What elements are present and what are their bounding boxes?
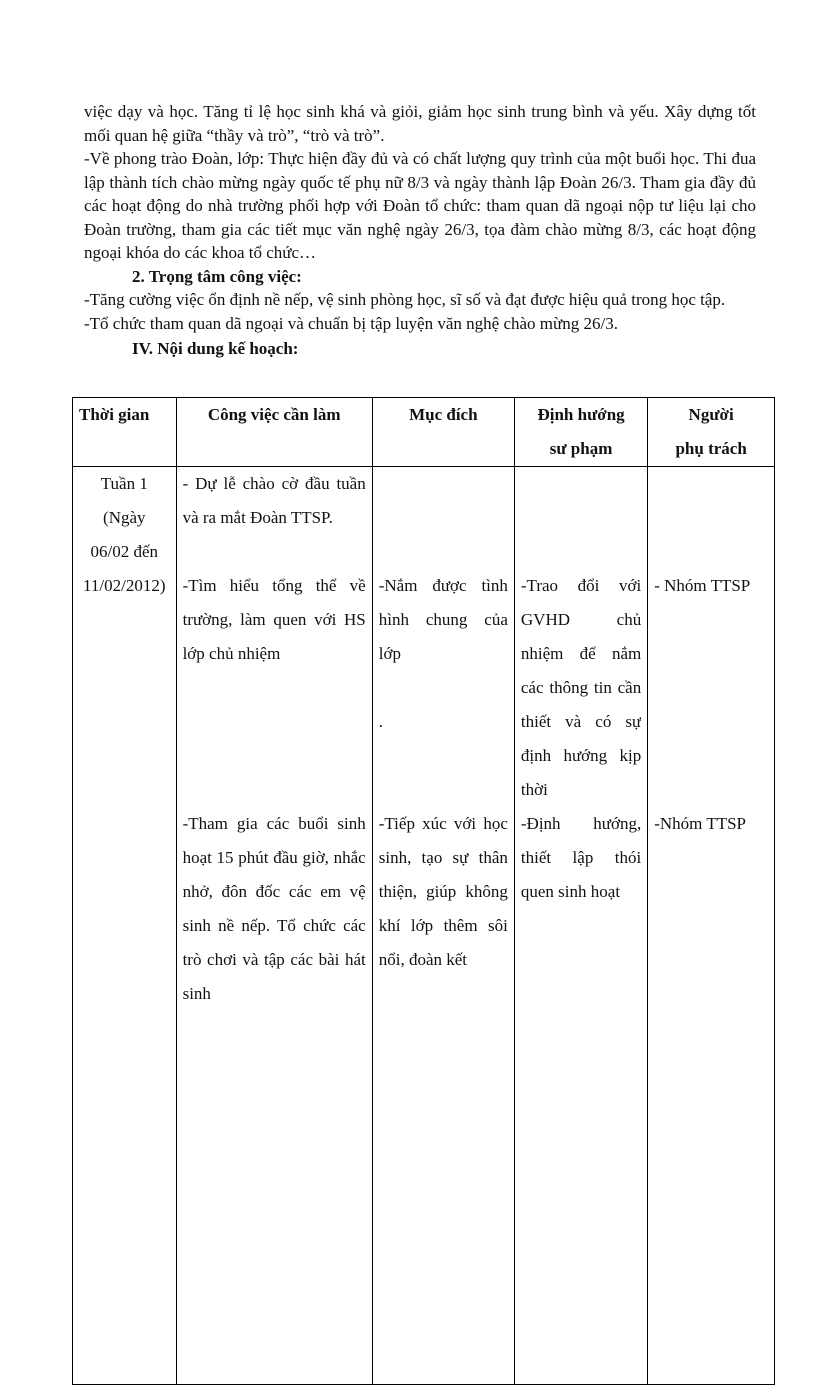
table-header-row [73, 398, 775, 467]
intro-paragraph-1: việc dạy và học. Tăng tỉ lệ học sinh khá và giỏi, giảm học sinh trung bình và yếu. Xây dựng tốt mối quan hệ giữa “thầy và trò”, “trò và trò”. [84, 102, 756, 145]
in-charge-item-1 [654, 467, 768, 569]
header-orientation [514, 398, 647, 467]
purpose-item-2: -Nắm được tình hình chung của lớp [378, 576, 508, 663]
purpose-item-3: -Tiếp xúc với học sinh, tạo sự thân thiện, giúp không khí lớp thêm sôi nổi, đoàn kết [378, 814, 508, 969]
section-2-paragraph-2: -Tổ chức tham quan dã ngoại và chuẩn bị tập luyện văn nghệ chào mừng 26/3. [84, 313, 618, 333]
purpose-item-2-extra: . [378, 712, 383, 731]
header-in-charge-line-2: phụ trách [675, 439, 747, 458]
header-orientation-line-1: Định hướng [537, 405, 625, 424]
section-4-heading: IV. Nội dung kế hoạch: [132, 339, 299, 358]
table-row [73, 467, 775, 1385]
week-1-date-line-2: 06/02 đến [90, 542, 159, 561]
section-2-paragraph-1: -Tăng cường việc ổn định nề nếp, vệ sinh phòng học, sĩ số và đạt được hiệu quả trong học tập. [84, 290, 726, 309]
week-1-label: Tuần 1 [100, 474, 148, 493]
in-charge-cell [648, 467, 775, 1385]
work-item-1: - Dự lễ chào cờ đầu tuần và ra mắt Đoàn TTSP. [182, 474, 366, 527]
header-in-charge [648, 398, 775, 467]
orientation-cell [514, 467, 647, 1385]
plan-table [72, 397, 775, 1385]
header-time: Thời gian [73, 398, 177, 467]
header-work: Công việc cần làm [176, 398, 372, 467]
purpose-item-1 [379, 467, 508, 569]
document-body [84, 100, 756, 361]
in-charge-item-2: - Nhóm TTSP [654, 576, 751, 595]
work-cell [176, 467, 372, 1385]
week-1-date-line-1: (Ngày [103, 508, 146, 527]
purpose-cell [372, 467, 514, 1385]
work-item-2: -Tìm hiểu tổng thể về trường, làm quen với HS lớp chủ nhiệm [182, 576, 366, 663]
week-1-date-line-3: 11/02/2012) [83, 576, 166, 595]
header-purpose: Mục đích [372, 398, 514, 467]
header-in-charge-line-1: Người [688, 405, 734, 424]
header-orientation-line-2: sư phạm [549, 439, 613, 458]
orientation-item-2: -Trao đổi với GVHD chủ nhiệm để nắm các thông tin cần thiết và có sự định hướng kịp thời [520, 576, 642, 799]
section-2-heading: 2. Trọng tâm công việc: [132, 266, 302, 286]
week-1-cell [73, 467, 177, 1385]
intro-paragraph-2: -Về phong trào Đoàn, lớp: Thực hiện đầy đủ và có chất lượng quy trình của một buổi học. Thi đua lập thành tích chào mừng ngày quốc tế phụ nữ 8/3 và ngày thành lập Đoàn 26/3. Tham gia đầy đủ các hoạt động do nhà trường phối hợp với Đoàn tổ chức: tham quan dã ngoại nộp tư liệu lại cho Đoàn trường, tham gia các tiết mục văn nghệ ngày 26/3, tọa đàm chào mừng 8/3, các hoạt động ngoại khóa do các khoa tổ chức… [84, 149, 756, 262]
orientation-item-3: -Định hướng, thiết lập thói quen sinh hoạt [520, 814, 642, 901]
work-item-3: -Tham gia các buổi sinh hoạt 15 phút đầu giờ, nhắc nhở, đôn đốc các em vệ sinh nề nếp. Tổ chức các trò chơi và tập các bài hát sinh [182, 814, 366, 1003]
orientation-item-1 [521, 467, 641, 569]
in-charge-item-3: -Nhóm TTSP [654, 814, 747, 833]
